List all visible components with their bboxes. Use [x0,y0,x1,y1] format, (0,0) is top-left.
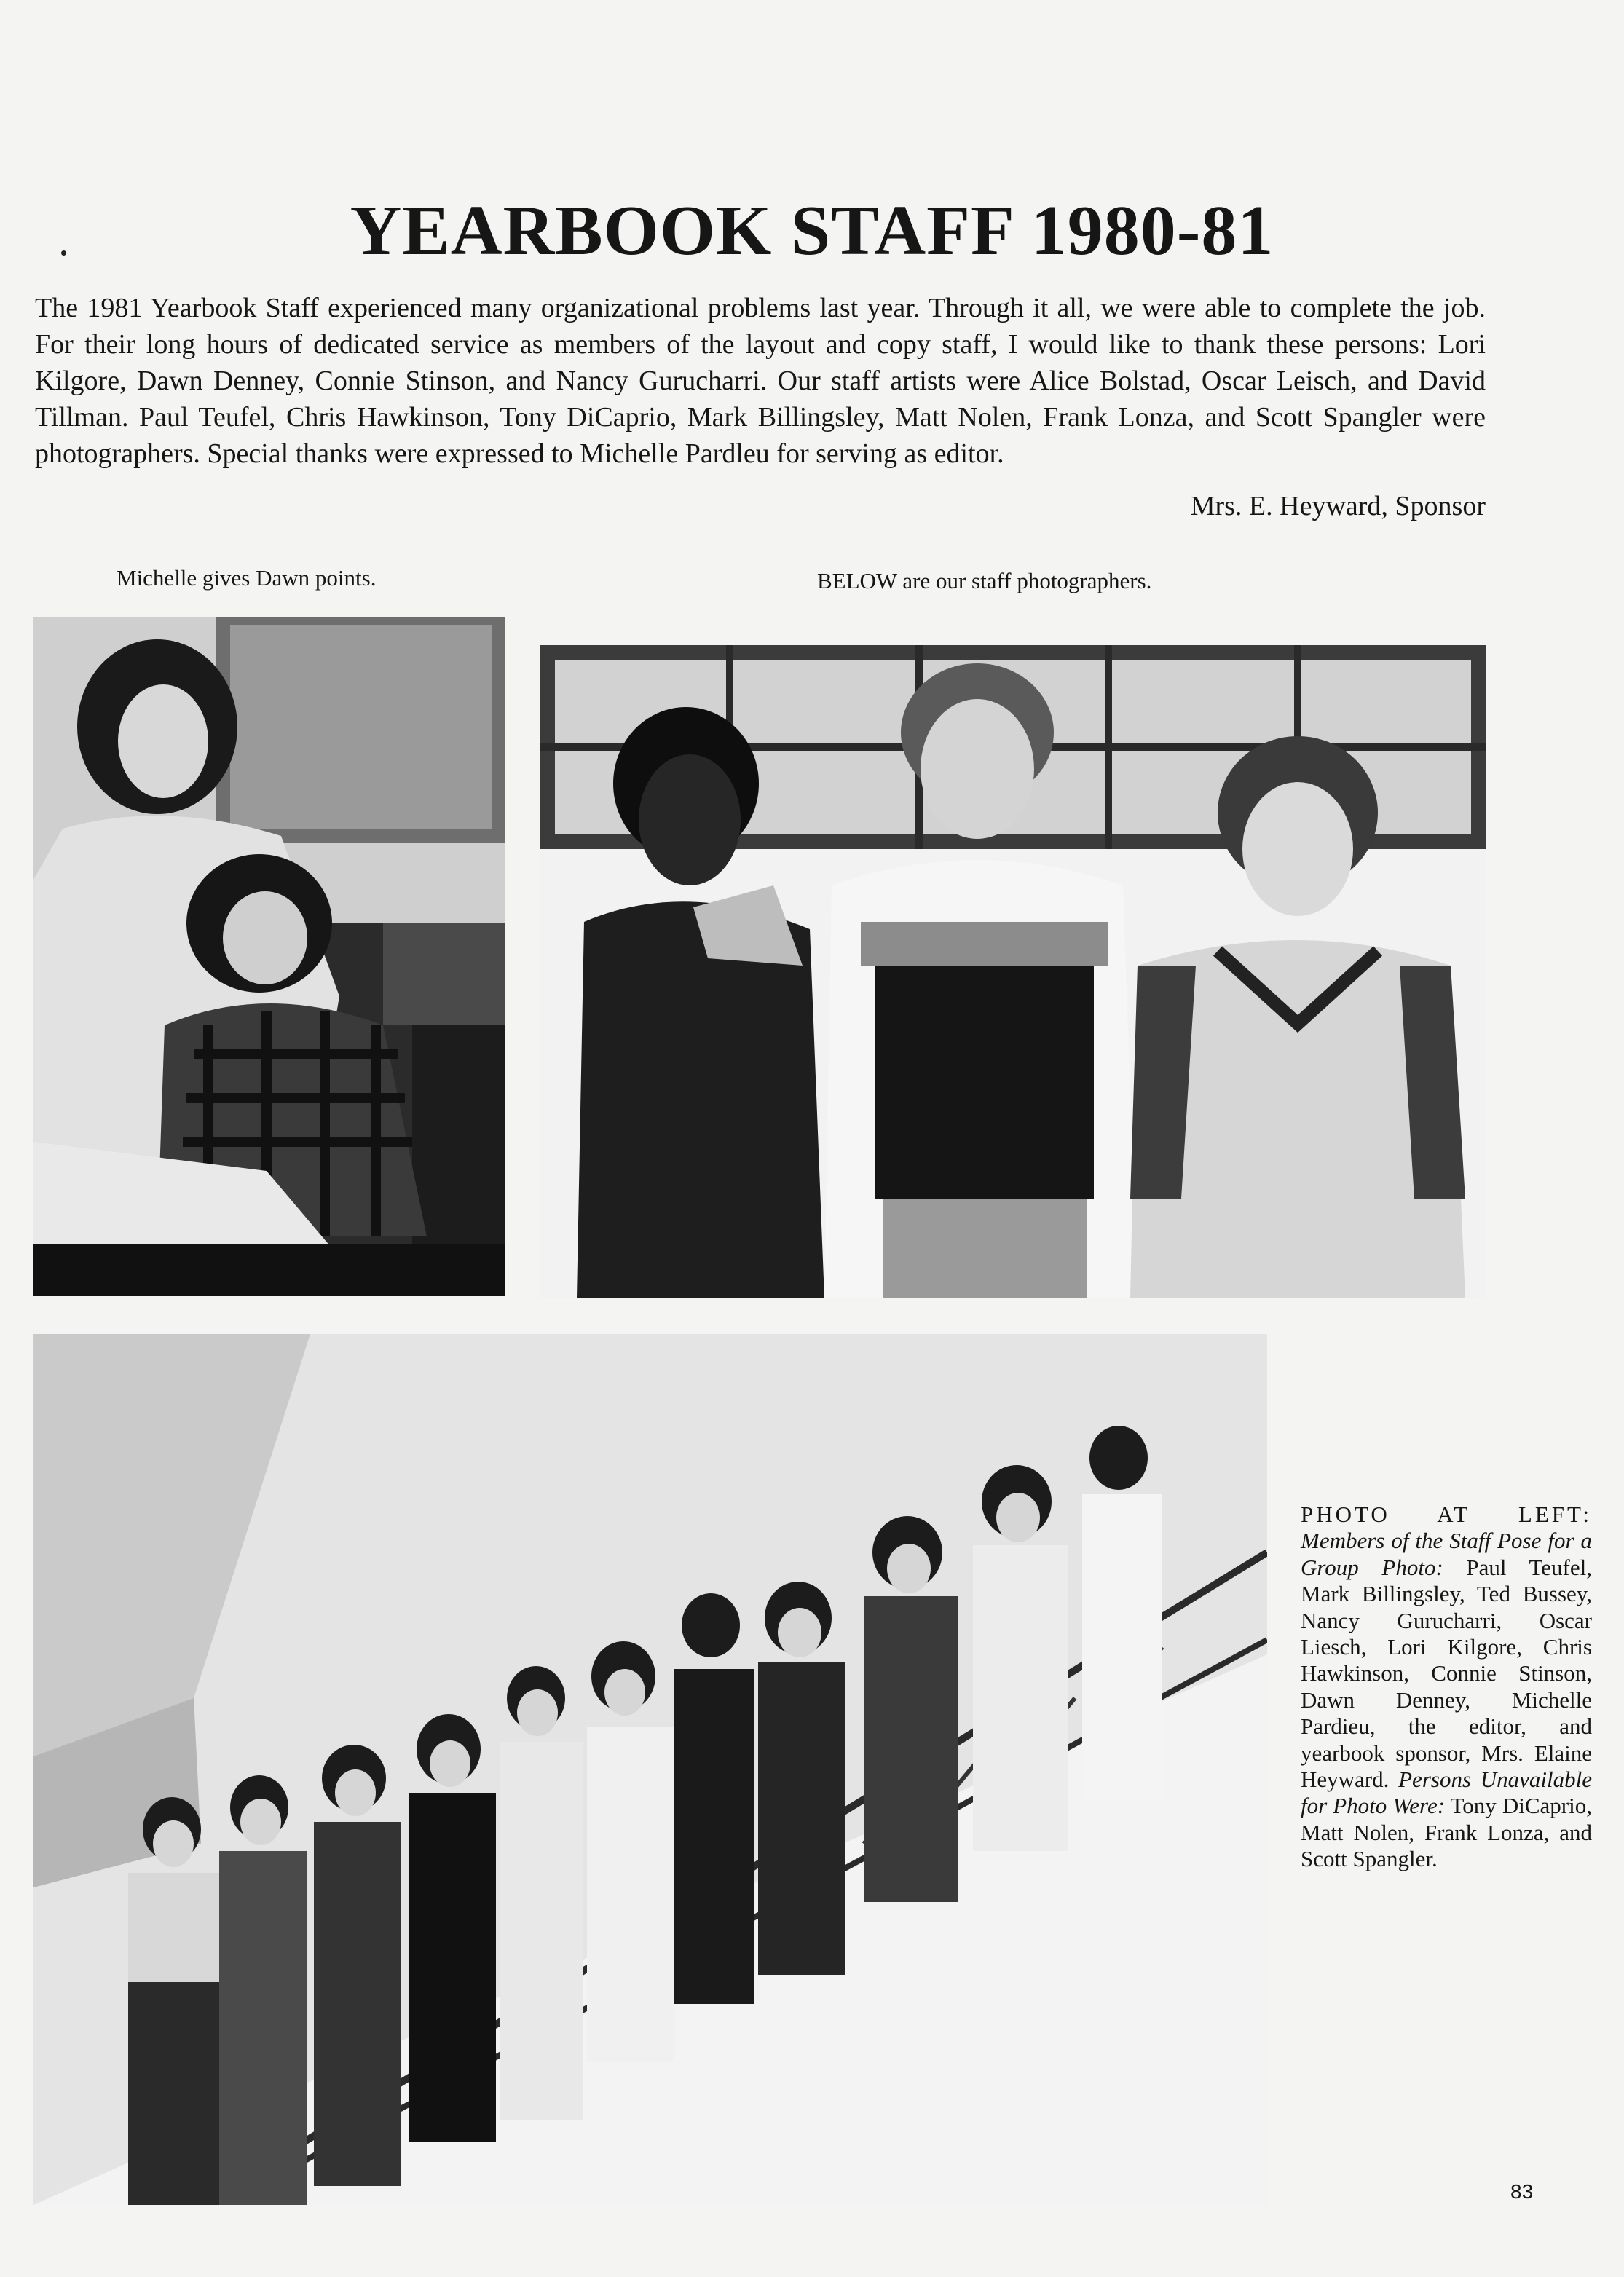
side-caption-heading: PHOTO AT LEFT: [1301,1501,1592,1527]
sponsor-signature: Mrs. E. Heyward, Sponsor [1190,491,1486,521]
page-number: 83 [1510,2180,1534,2203]
photo1-caption: Michelle gives Dawn points. [117,565,377,591]
photo2-caption: BELOW are our staff photographers. [817,568,1152,593]
side-caption-italic-intro: Members of the Staff Pose for a Group Photo: [1301,1528,1592,1580]
photographers-photo [540,645,1486,1298]
side-caption-italic-absent: Persons Unavailable for Photo Were: [1301,1767,1592,1819]
group-photo-caption [1301,1501,1592,1873]
editor-photo [33,617,505,1296]
page-title: YEARBOOK STAFF 1980-81 [350,192,1274,270]
side-caption-absent-names: Tony DiCaprio, Matt Nolen, Frank Lonza, and Scott Spangler. [1301,1793,1592,1872]
side-caption-names: Paul Teufel, Mark Billingsley, Ted Bussey, Nancy Gurucharri, Oscar Liesch, Lori Kilgore, Chris Hawkinson, Connie Stinson, Dawn Denney, Michelle Pardieu, the editor, and yearbook sponsor, Mrs. Elaine Heyward. [1301,1554,1592,1793]
intro-paragraph: The 1981 Yearbook Staff experienced many organizational problems last year. Through it all, we were able to complete the job. For their long hours of dedicated service as members of the layout and copy staff, I would like to thank these persons: Lori Kilgore, Dawn Denney, Connie Stinson, and Nancy Gurucharri. Our staff artists were Alice Bolstad, Oscar Leisch, and David Tillman. Paul Teufel, Chris Hawkinson, Tony DiCaprio, Mark Billingsley, Matt Nolen, Frank Lonza, and Scott Spangler were photographers. Special thanks were expressed to Michelle Pardleu for serving as editor. [35,293,1486,469]
group-staircase-photo [33,1334,1267,2205]
